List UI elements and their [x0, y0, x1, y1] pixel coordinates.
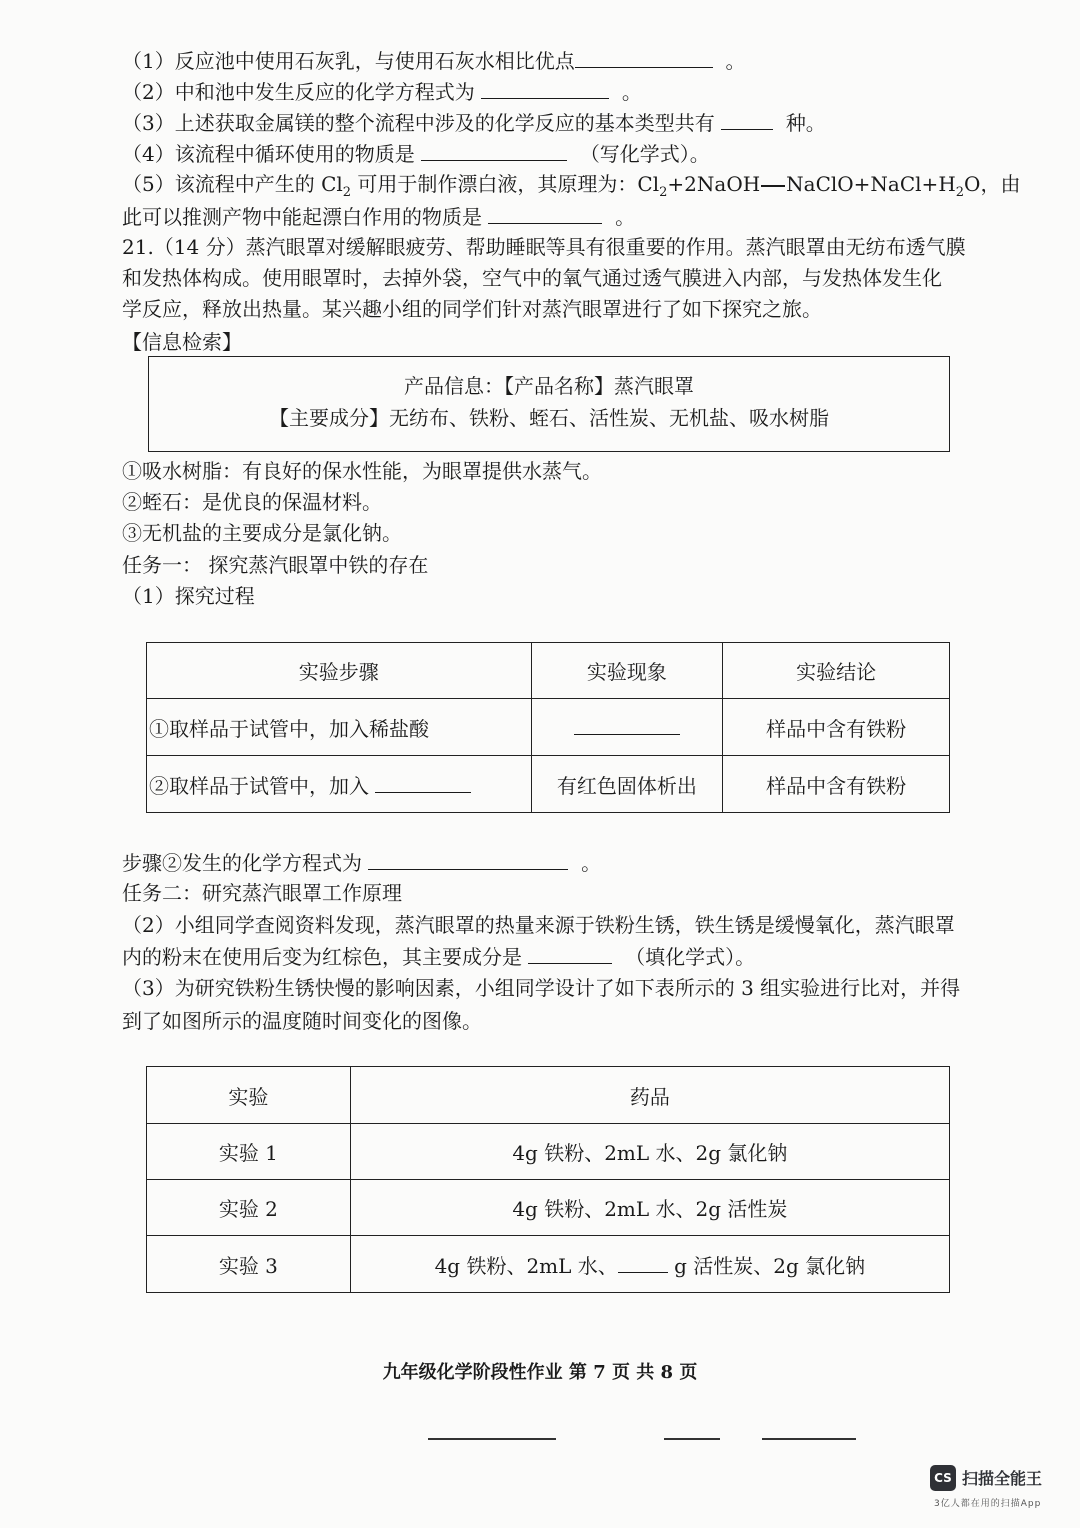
drugs-table [146, 1066, 950, 1293]
answer-blank [421, 140, 567, 161]
table-header-row [147, 1067, 950, 1124]
header-phenomenon: 实验现象 [531, 643, 723, 699]
step-2-equation: 步骤②发生的化学方程式为 。 [122, 851, 602, 875]
question-5-cont: 此可以推测产物中能起漂白作用的物质是 。 [122, 205, 636, 229]
answer-blank [481, 78, 609, 99]
page-footer: 九年级化学阶段性作业 第 7 页 共 8 页 [382, 1362, 698, 1383]
equation-arrow [761, 185, 785, 187]
phenomenon-cell [531, 699, 723, 756]
answer-blank [528, 943, 612, 964]
table-row [147, 756, 950, 813]
q21-intro-3: 学反应，释放出热量。某兴趣小组的同学们针对蒸汽眼罩进行了如下探究之旅。 [122, 297, 822, 321]
scanner-watermark [930, 1465, 1065, 1515]
phenomenon-cell: 有红色固体析出 [531, 756, 723, 813]
product-info-box [148, 356, 950, 452]
q21-intro-2: 和发热体构成。使用眼罩时，去掉外袋，空气中的氧气通过透气膜进入内部，与发热体发生化 [122, 266, 942, 290]
table-row [147, 1180, 950, 1236]
experiment-steps-table [146, 642, 950, 813]
watermark-slogan: 3亿人都在用的扫描App [934, 1499, 1042, 1509]
step-cell: ①取样品于试管中，加入稀盐酸 [147, 699, 532, 756]
answer-blank [368, 849, 568, 870]
scan-line [428, 1438, 556, 1440]
conclusion-cell: 样品中含有铁粉 [723, 699, 950, 756]
question-5: （5）该流程中产生的 $Cl_2$ 可用于制作漂白液，其原理为：$Cl_2+2NaOH$ $NaClO+NaCl+H_2O$，由 [122, 172, 1021, 200]
table-header-row [147, 643, 950, 699]
question-3b-line-2: 到了如图所示的温度随时间变化的图像。 [122, 1009, 482, 1033]
experiment-name-cell: 实验 1 [147, 1124, 351, 1180]
experiment-name-cell: 实验 2 [147, 1180, 351, 1236]
camscanner-logo-icon: CS [930, 1465, 956, 1491]
table-row [147, 1236, 950, 1293]
question-4: （4）该流程中循环使用的物质是 （写化学式）。 [122, 142, 710, 166]
task-1-title: 任务一： 探究蒸汽眼罩中铁的存在 [122, 553, 429, 577]
question-1: （1）反应池中使用石灰乳，与使用石灰水相比优点 。 [122, 49, 746, 73]
answer-blank [375, 772, 471, 793]
product-info-line-1: 产品信息：【产品名称】蒸汽眼罩 [404, 374, 694, 398]
info-heading: 【信息检索】 [122, 330, 242, 354]
answer-blank [574, 714, 680, 735]
experiment-name-cell: 实验 3 [147, 1236, 351, 1293]
info-item-3: ③无机盐的主要成分是氯化钠。 [122, 521, 402, 545]
question-3: （3）上述获取金属镁的整个流程中涉及的化学反应的基本类型共有 种。 [122, 111, 826, 135]
drugs-cell: 4g 铁粉、2mL 水、 g 活性炭、2g 氯化钠 [350, 1236, 949, 1293]
question-3b-line-1: （3）为研究铁粉生锈快慢的影响因素，小组同学设计了如下表所示的 3 组实验进行比对，并得 [122, 976, 961, 1000]
question-2b-line-1: （2）小组同学查阅资料发现，蒸汽眼罩的热量来源于铁粉生锈，铁生锈是缓慢氧化，蒸汽眼罩 [122, 913, 955, 937]
conclusion-cell: 样品中含有铁粉 [723, 756, 950, 813]
header-experiment: 实验 [147, 1067, 351, 1124]
q21-intro-1: 21.（14 分）蒸汽眼罩对缓解眼疲劳、帮助睡眠等具有很重要的作用。蒸汽眼罩由无纺布透气膜 [122, 235, 966, 259]
scan-line [762, 1438, 856, 1440]
process-label: （1）探究过程 [122, 584, 255, 608]
step-cell: ②取样品于试管中，加入 [147, 756, 532, 813]
question-2b-line-2: 内的粉末在使用后变为红棕色，其主要成分是 （填化学式）。 [122, 945, 756, 969]
info-item-1: ①吸水树脂：有良好的保水性能，为眼罩提供水蒸气。 [122, 459, 602, 483]
watermark-name: 扫描全能王 [962, 1469, 1043, 1488]
scan-line [664, 1438, 720, 1440]
answer-blank [618, 1252, 668, 1273]
answer-blank [721, 109, 773, 130]
header-conclusion: 实验结论 [723, 643, 950, 699]
header-drugs: 药品 [350, 1067, 949, 1124]
question-2: （2）中和池中发生反应的化学方程式为 。 [122, 80, 642, 104]
answer-blank [488, 203, 602, 224]
info-item-2: ②蛭石：是优良的保温材料。 [122, 490, 382, 514]
table-row [147, 1124, 950, 1180]
drugs-cell: 4g 铁粉、2mL 水、2g 氯化钠 [350, 1124, 949, 1180]
product-info-line-2: 【主要成分】无纺布、铁粉、蛭石、活性炭、无机盐、吸水树脂 [269, 406, 829, 430]
drugs-cell: 4g 铁粉、2mL 水、2g 活性炭 [350, 1180, 949, 1236]
table-row [147, 699, 950, 756]
task-2-title: 任务二：研究蒸汽眼罩工作原理 [122, 881, 402, 905]
answer-blank [575, 47, 713, 68]
header-step: 实验步骤 [147, 643, 532, 699]
